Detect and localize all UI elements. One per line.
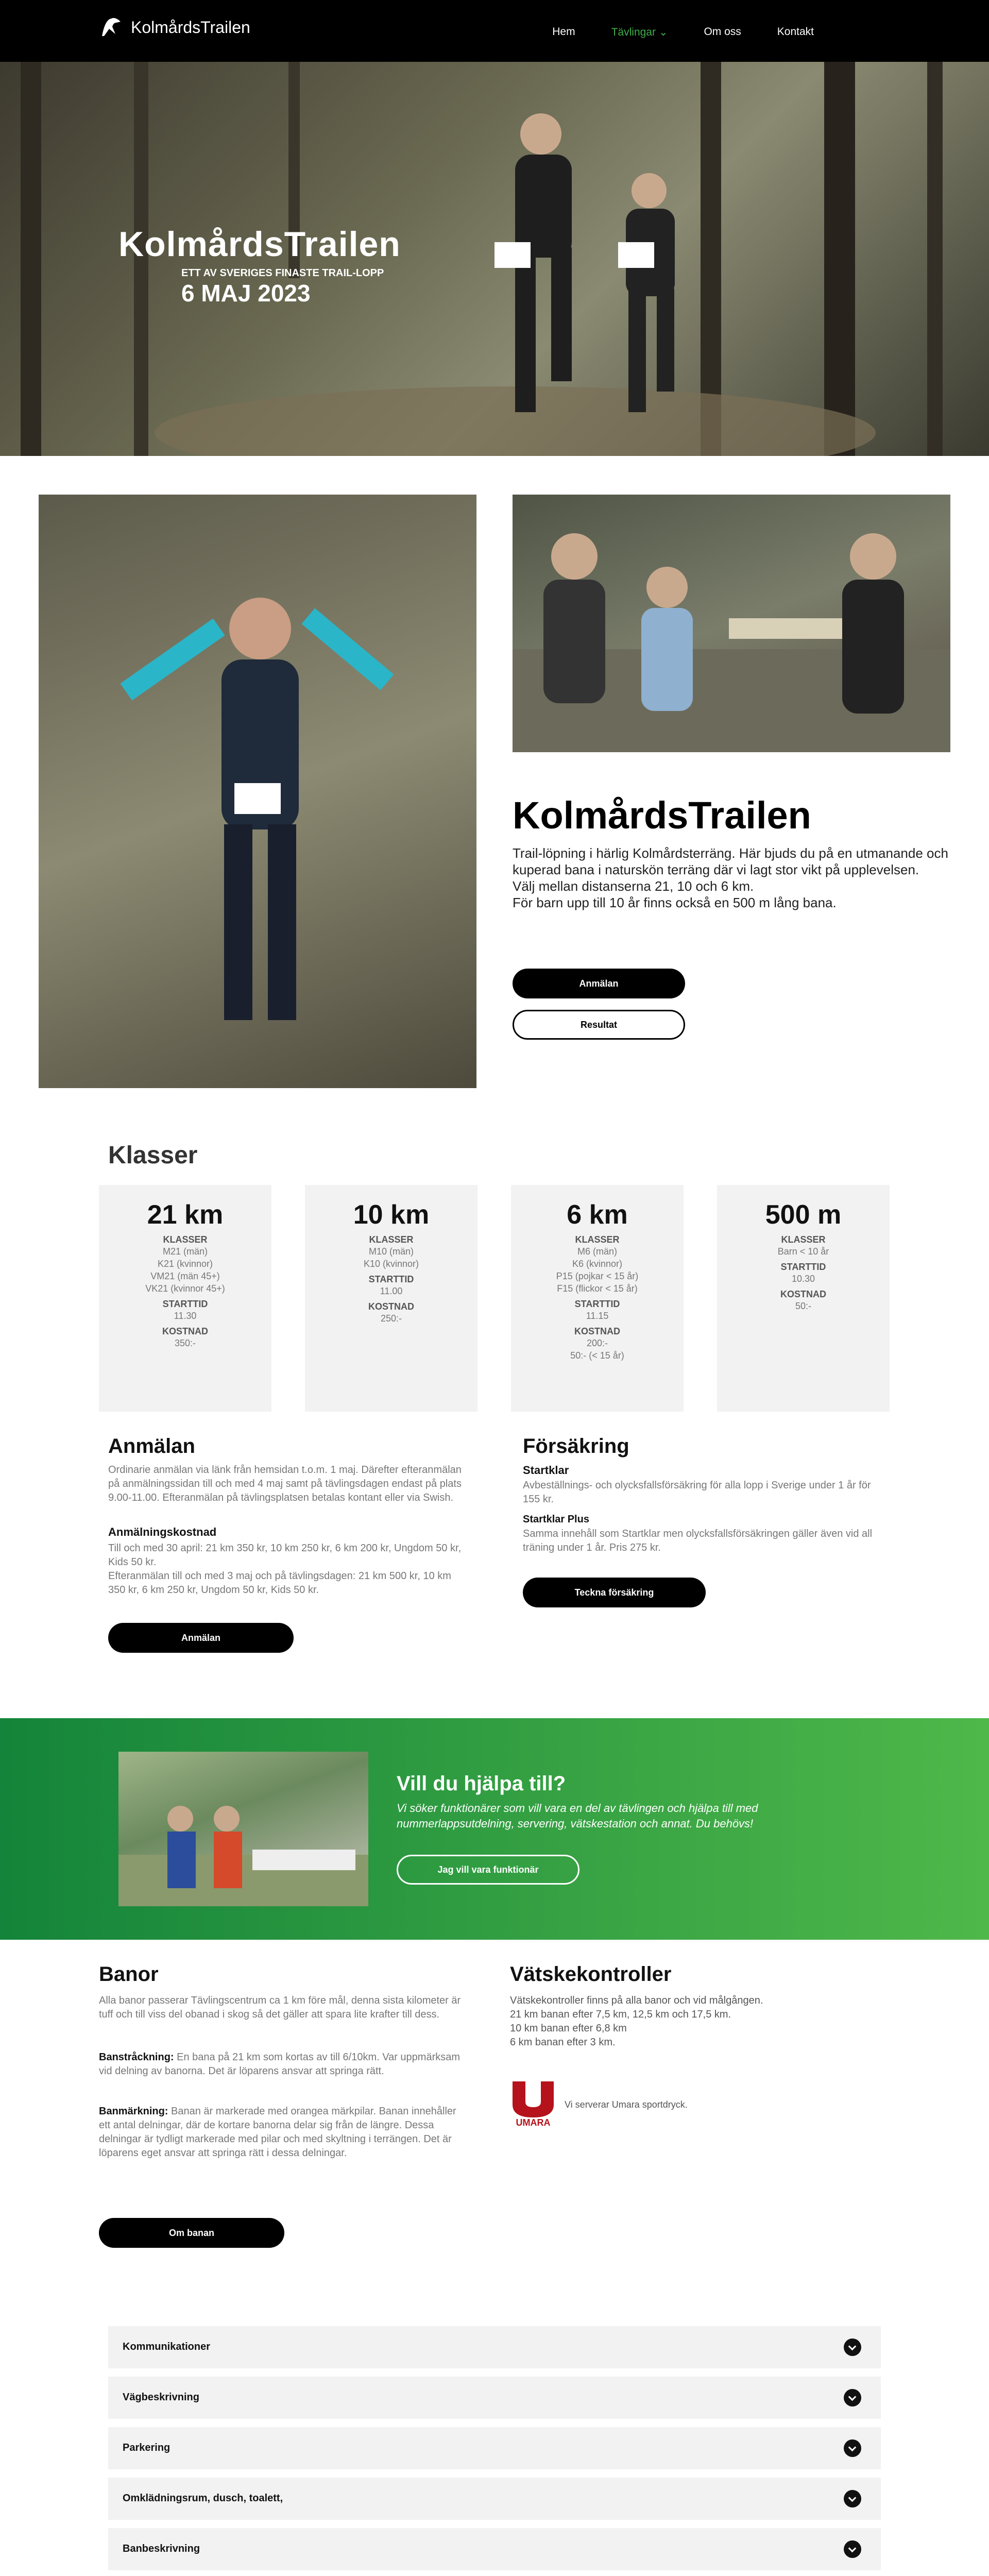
card-label: STARTTID xyxy=(780,1262,826,1272)
hero-brand: KolmårdsTrailen xyxy=(118,225,401,264)
startklar-plus-title: Startklar Plus xyxy=(523,1514,589,1525)
card-distance: 500 m xyxy=(765,1200,842,1230)
card-text: 250:- xyxy=(380,1313,402,1324)
banor-title: Banor xyxy=(99,1963,159,1986)
banor-text: Alla banor passerar Tävlingscentrum ca 1 km före mål, denna sista kilometer är tuff och till viss del obanad i skog så det gäller att spara lite krafter till dess. xyxy=(99,1995,461,2020)
chevron-down-icon[interactable] xyxy=(844,2490,861,2507)
umara-logo xyxy=(510,2081,688,2128)
card-label: STARTTID xyxy=(368,1274,414,1284)
vatska-title: Vätskekontroller xyxy=(510,1963,672,1986)
card-text: M21 (män) K21 (kvinnor) VM21 (män 45+) VK21 (kvinnor 45+) xyxy=(145,1246,225,1294)
faq-item[interactable] xyxy=(108,2377,881,2419)
intro-text: Trail-löpning i härlig Kolmårdsterräng. Här bjuds du på en utmanande och kuperad bana i naturskön terräng där vi lagt stor vikt på upplevelsen. Välj mellan distanserna 21, 10 och 6 km. För barn upp till 10 år finns också en 500 m lång bana. xyxy=(513,845,948,910)
card-label: KLASSER xyxy=(369,1234,414,1245)
card-distance: 10 km xyxy=(353,1200,430,1230)
runner-logo-icon xyxy=(98,15,124,39)
card-text: 11.30 xyxy=(174,1311,197,1321)
faq-label: Parkering xyxy=(123,2442,170,2453)
chevron-down-icon[interactable] xyxy=(844,2389,861,2406)
teckna-forsakring-button[interactable]: Teckna försäkring xyxy=(523,1578,706,1607)
card-text: 350:- xyxy=(174,1338,196,1348)
umara-logo-text: UMARA xyxy=(516,2117,551,2128)
class-card-10km xyxy=(305,1185,478,1412)
runner-illustration xyxy=(39,495,476,1088)
faq-label: Omklädningsrum, dusch, toalett, xyxy=(123,2493,283,2504)
card-label: KOSTNAD xyxy=(574,1326,620,1336)
card-text: 11.00 xyxy=(380,1286,403,1296)
anmalan-title: Anmälan xyxy=(108,1435,195,1458)
banmarkning-desc: Banan är markerade med orangea märkpilar. Banan innehåller ett antal delningar, där de kortare banorna delar sig från de längre. Dessa delningar är tydligt markerade med pilar och med skyltning i terrängen. Det är löparens eget ansvar att springa rätt i dessa delningar. xyxy=(99,2106,456,2159)
anmalan-button-2[interactable]: Anmälan xyxy=(108,1623,294,1653)
faq-label: Vägbeskrivning xyxy=(123,2392,199,2403)
chevron-down-icon[interactable] xyxy=(844,2338,861,2356)
runner-photo xyxy=(39,495,476,1088)
brand-text: KolmårdsTrailen xyxy=(131,18,250,37)
banmarkning-label: Banmärkning: xyxy=(99,2106,168,2117)
card-text: 200:- 50:- (< 15 år) xyxy=(570,1338,624,1361)
main-menu xyxy=(552,26,814,39)
umara-u-icon xyxy=(510,2081,556,2117)
startklar-plus-text: Samma innehåll som Startklar men olycksfallsförsäkringen gäller även vid all träning under 1 år. Pris 275 kr. xyxy=(523,1528,873,1553)
help-title: Vill du hjälpa till? xyxy=(397,1772,566,1795)
volunteer-photo xyxy=(118,1752,368,1906)
chevron-down-icon[interactable] xyxy=(844,2439,861,2457)
card-label: KOSTNAD xyxy=(368,1301,414,1312)
banstrackning-desc: En bana på 21 km som kortas av till 6/10km. Var uppmärksam vid delning av banorna. Det är löparens ansvar att springa rätt. xyxy=(99,2052,461,2077)
nav-tavlingar[interactable]: Tävlingar ⌄ xyxy=(611,26,668,38)
volunteers-illustration xyxy=(513,495,950,752)
class-card-6km xyxy=(511,1185,684,1412)
startklar-text: Avbeställnings- och olycksfallsförsäkring för alla lopp i Sverige under 1 år för 155 kr. xyxy=(523,1480,871,1505)
anmalan-cost-title: Anmälningskostnad xyxy=(108,1526,217,1538)
umara-note: Vi serverar Umara sportdryck. xyxy=(565,2099,688,2110)
chevron-down-icon[interactable] xyxy=(844,2540,861,2558)
card-label: KLASSER xyxy=(575,1234,620,1245)
banmarkning-text xyxy=(99,2105,470,2160)
faq-item[interactable] xyxy=(108,2478,881,2520)
class-card-21km xyxy=(99,1185,271,1412)
volunteers-photo xyxy=(513,495,950,752)
faq-label: Banbeskrivning xyxy=(123,2543,200,2554)
hero-title xyxy=(118,224,401,307)
hero-date: 6 MAJ 2023 xyxy=(181,280,311,307)
card-label: KOSTNAD xyxy=(780,1289,826,1299)
site-logo[interactable] xyxy=(98,15,250,39)
card-distance: 6 km xyxy=(567,1200,628,1230)
card-label: KLASSER xyxy=(163,1234,208,1245)
hero-subtitle: ETT AV SVERIGES FINASTE TRAIL-LOPP xyxy=(181,267,384,279)
faq-item[interactable] xyxy=(108,2326,881,2368)
resultat-button[interactable]: Resultat xyxy=(513,1010,685,1040)
volunteer-illustration xyxy=(118,1752,368,1906)
vatska-text: Vätskekontroller finns på alla banor och vid målgången. 21 km banan efter 7,5 km, 12,5 km och 17,5 km. 10 km banan efter 6,8 km 6 km banan efter 3 km. xyxy=(510,1995,763,2048)
faq-item[interactable] xyxy=(108,2528,881,2570)
help-text: Vi söker funktionärer som vill vara en del av tävlingen och hjälpa till med nummerlappsutdelning, servering, vätskestation och annat. Du behövs! xyxy=(397,1802,758,1830)
banstrackning-text xyxy=(99,2050,470,2078)
startklar-title: Startklar xyxy=(523,1464,569,1477)
anmalan-button[interactable]: Anmälan xyxy=(513,969,685,998)
classes-title: Klasser xyxy=(108,1142,198,1169)
faq-label: Kommunikationer xyxy=(123,2341,211,2352)
card-text: 50:- xyxy=(795,1301,812,1311)
faq-item[interactable] xyxy=(108,2427,881,2469)
nav-kontakt[interactable]: Kontakt xyxy=(777,26,814,38)
card-label: STARTTID xyxy=(574,1299,620,1309)
top-navbar xyxy=(0,0,989,62)
nav-hem[interactable]: Hem xyxy=(552,26,575,38)
om-banan-button[interactable]: Om banan xyxy=(99,2218,284,2248)
card-text: 10.30 xyxy=(791,1274,815,1284)
banstrackning-label: Banstråckning: xyxy=(99,2052,174,2063)
card-distance: 21 km xyxy=(147,1200,224,1230)
anmalan-text: Ordinarie anmälan via länk från hemsidan t.o.m. 1 maj. Därefter efteranmälan på anmälningssidan till och med 4 maj samt på tävlingsdagen endast på plats 9.00-11.00. Efteranmälan på tävlingsplatsen betalas kontant eller via Swish. xyxy=(108,1464,462,1503)
forsakring-title: Försäkring xyxy=(523,1435,629,1458)
hero-image xyxy=(0,62,989,456)
class-card-500m xyxy=(717,1185,890,1412)
chevron-down-icon: ⌄ xyxy=(658,26,668,38)
card-label: STARTTID xyxy=(162,1299,208,1309)
card-label: KOSTNAD xyxy=(162,1326,208,1336)
intro-title: KolmårdsTrailen xyxy=(513,794,811,837)
card-text: 11.15 xyxy=(586,1311,609,1321)
anmalan-cost-text: Till och med 30 april: 21 km 350 kr, 10 km 250 kr, 6 km 200 kr, Ungdom 50 kr, Kids 50 kr. Efteranmälan till och med 3 maj och på tävlingsdagen: 21 km 500 kr, 10 km 350 kr, 6 km 250 kr, Ungdom 50 kr, Kids 50 kr. xyxy=(108,1543,462,1596)
card-text: M10 (män) K10 (kvinnor) xyxy=(363,1246,419,1269)
card-text: M6 (män) K6 (kvinnor) P15 (pojkar < 15 år) F15 (flickor < 15 år) xyxy=(556,1246,639,1294)
card-label: KLASSER xyxy=(781,1234,826,1245)
nav-om-oss[interactable]: Om oss xyxy=(704,26,741,38)
volunteer-button[interactable]: Jag vill vara funktionär xyxy=(397,1855,579,1885)
card-text: Barn < 10 år xyxy=(777,1246,829,1257)
